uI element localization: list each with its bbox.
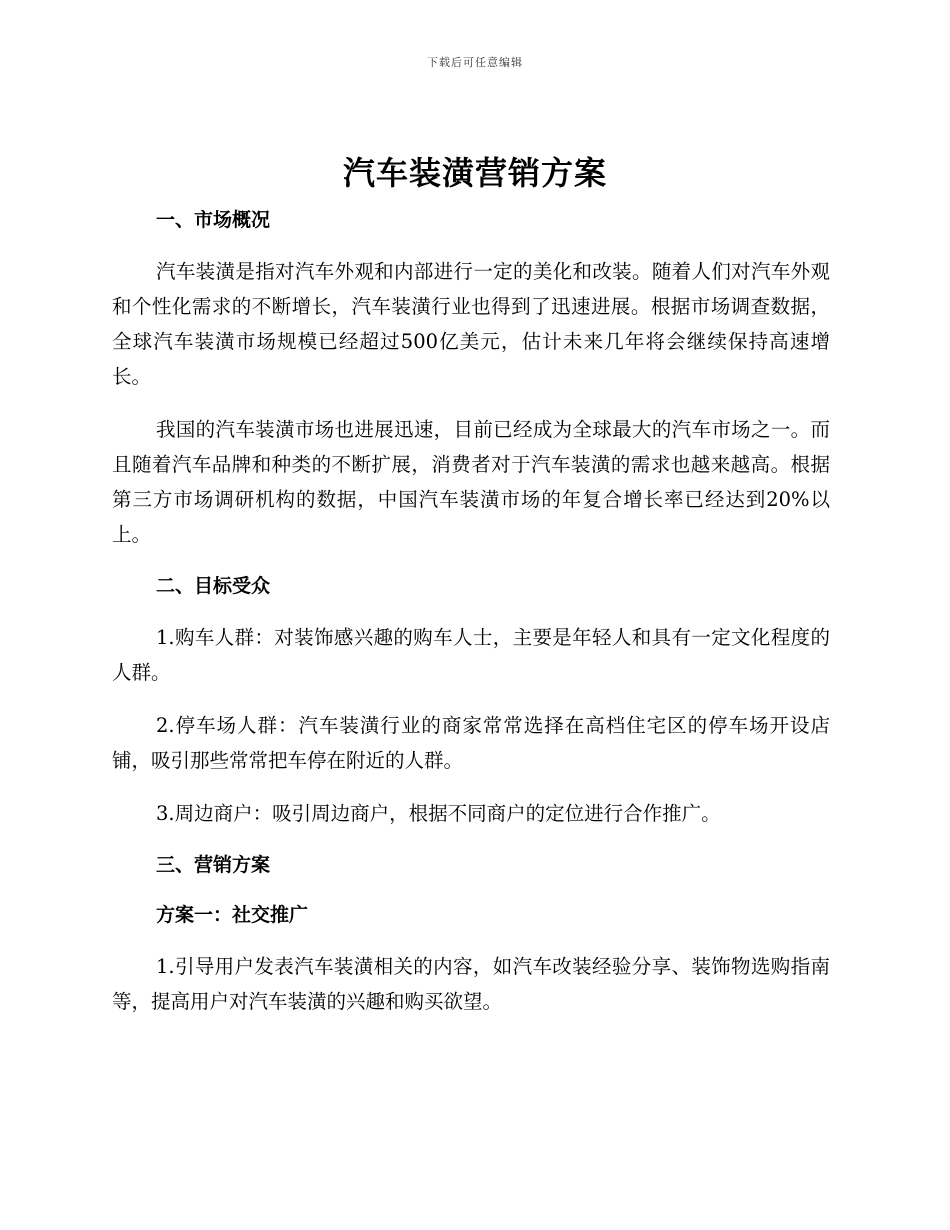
paragraph-china-market: 我国的汽车装潢市场也进展迅速，目前已经成为全球最大的汽车市场之一。而且随着汽车品牌和种类的不断扩展，消费者对于汽车装潢的需求也越来越高。根据第三方市场调研机构的数据，中国汽车装潢市场的年复合增长率已经达到20%以上。: [112, 418, 830, 546]
audience-item-car-buyers: 1.购车人群：对装饰感兴趣的购车人士，主要是年轻人和具有一定文化程度的人群。: [112, 626, 830, 684]
subheading-social-promotion: 方案一：社交推广: [156, 904, 309, 926]
section-heading-plan: 三、营销方案: [156, 854, 271, 876]
section-heading-market: 一、市场概况: [156, 209, 271, 231]
section-heading-audience: 二、目标受众: [156, 575, 271, 597]
audience-item-parking: 2.停车场人群：汽车装潢行业的商家常常选择在高档住宅区的停车场开设店铺，吸引那些常常把车停在附近的人群。: [112, 714, 830, 772]
page-header-note: 下载后可任意编辑: [427, 56, 523, 69]
document-body: [112, 204, 830, 1037]
document-title: 汽车装潢营销方案: [342, 154, 607, 192]
paragraph-market-overview: 汽车装潢是指对汽车外观和内部进行一定的美化和改装。随着人们对汽车外观和个性化需求的不断增长，汽车装潢行业也得到了迅速进展。根据市场调查数据，全球汽车装潢市场规模已经超过500亿美元，估计未来几年将会继续保持高速增长。: [112, 260, 830, 388]
plan-item-user-content: 1.引导用户发表汽车装潢相关的内容，如汽车改装经验分享、装饰物选购指南等，提高用户对汽车装潢的兴趣和购买欲望。: [112, 955, 830, 1013]
audience-item-merchants: 3.周边商户：吸引周边商户，根据不同商户的定位进行合作推广。: [156, 802, 721, 825]
